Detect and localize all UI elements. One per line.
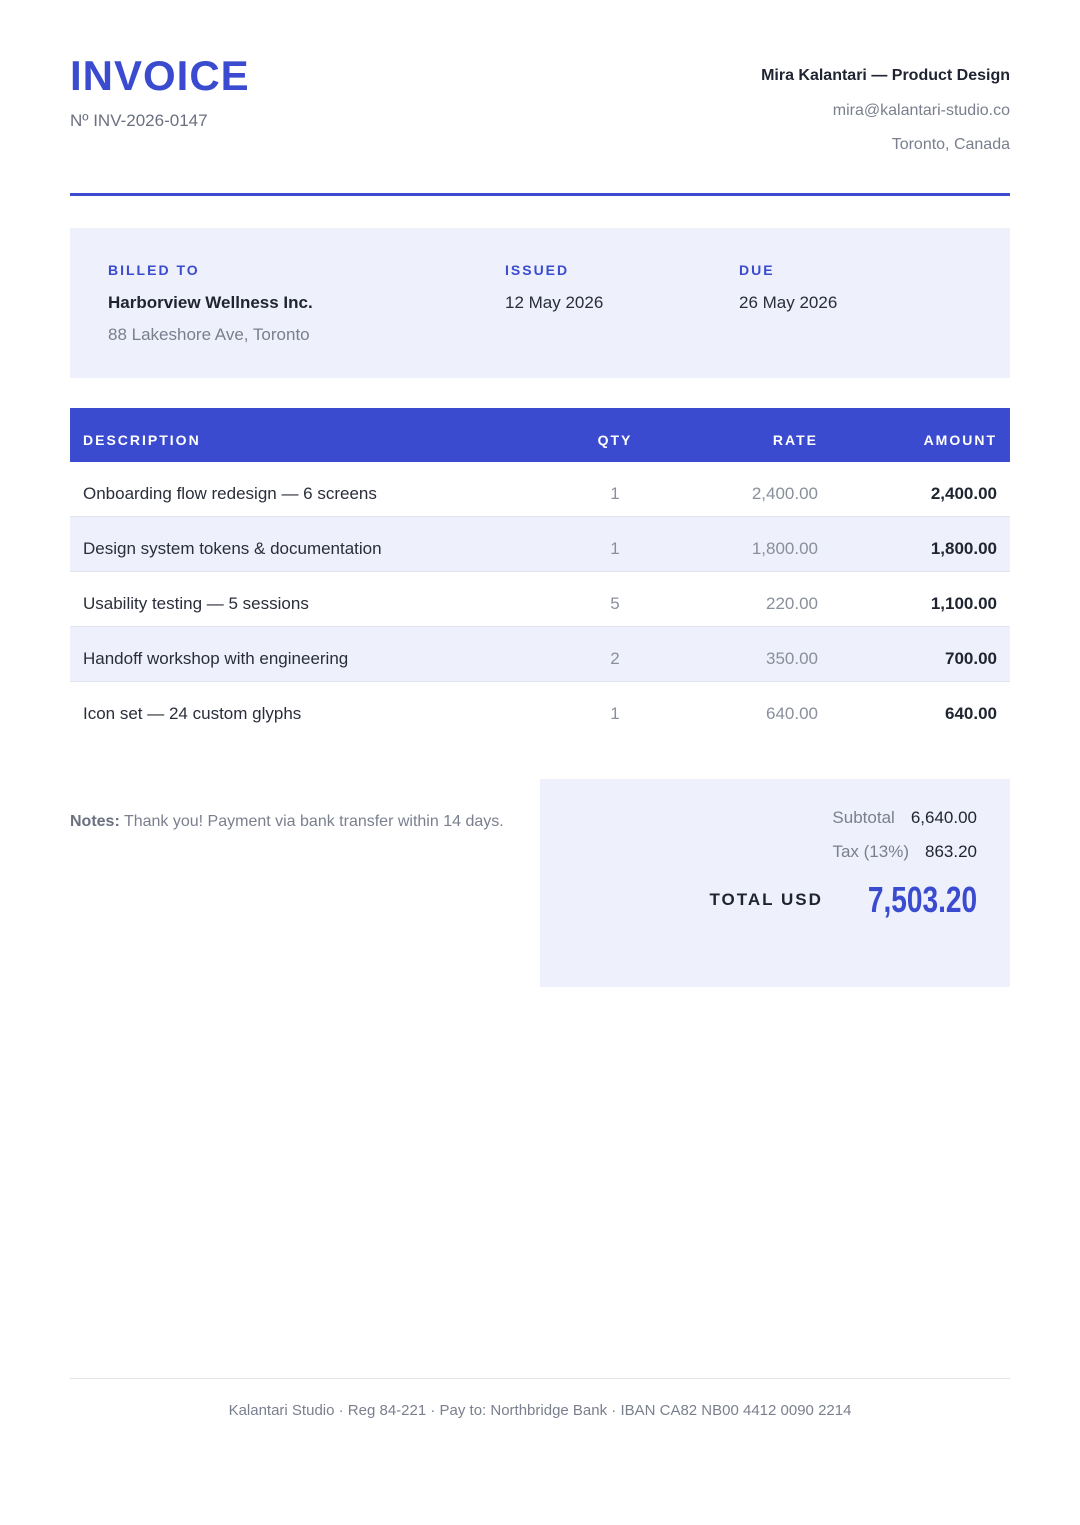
footer-divider [70,1378,1010,1379]
table-row [70,627,1010,682]
row-amount: 640.00 [945,704,997,723]
row-description: Onboarding flow redesign — 6 screens [83,484,377,503]
notes-text: Thank you! Payment via bank transfer within 14 days. [119,813,504,830]
row-qty: 5 [610,594,620,613]
header-rate: RATE [772,432,818,448]
table-row [70,517,1010,572]
subtotal-line [832,806,977,830]
grand-total-line [709,879,977,921]
sender-email: mira@kalantari-studio.co [832,102,1010,119]
row-rate: 220.00 [766,594,818,613]
row-amount: 2,400.00 [930,484,997,503]
table-row [70,682,1010,736]
issued-column [505,260,603,314]
sender-name: Mira Kalantari — Product Design [761,67,1010,84]
header-amount: AMOUNT [923,432,997,448]
row-amount: 700.00 [945,649,997,668]
row-description: Handoff workshop with engineering [83,649,349,668]
totals-panel [540,779,1010,987]
due-column [739,260,837,314]
notes-label: Notes: [70,813,120,830]
header-qty: QTY [597,432,633,448]
row-qty: 2 [610,649,620,668]
invoice-number: Nº INV-2026-0147 [70,111,208,130]
table-row [70,572,1010,627]
row-description: Usability testing — 5 sessions [83,594,309,613]
row-rate: 2,400.00 [751,484,818,503]
due-label: DUE [739,262,775,278]
row-description: Design system tokens & documentation [83,539,382,558]
header-description: DESCRIPTION [83,432,201,448]
row-qty: 1 [610,539,620,558]
sender-block [761,64,1010,162]
total-label: TOTAL USD [709,890,823,909]
header-divider [70,193,1010,196]
table-header [70,408,1010,462]
subtotal-value: 6,640.00 [910,808,977,827]
row-rate: 640.00 [766,704,818,723]
issued-label: ISSUED [505,262,570,278]
issued-date: 12 May 2026 [505,293,604,312]
billed-to-label: BILLED TO [108,262,200,278]
invoice-page [70,0,1010,1525]
row-amount: 1,800.00 [930,539,997,558]
client-address: 88 Lakeshore Ave, Toronto [108,325,310,344]
invoice-title: INVOICE [70,52,250,99]
row-amount: 1,100.00 [930,594,997,613]
row-description: Icon set — 24 custom glyphs [83,704,302,723]
footer-bank-details: Kalantari Studio · Reg 84-221 · Pay to: Northbridge Bank · IBAN CA82 NB00 4412 0090 2214 [228,1402,852,1419]
tax-value: 863.20 [925,842,977,861]
due-date: 26 May 2026 [739,293,838,312]
payment-notes [70,804,510,840]
billed-to-column [108,260,313,346]
row-qty: 1 [610,704,620,723]
sender-location: Toronto, Canada [891,136,1010,153]
tax-label: Tax (13%) [832,842,909,861]
subtotal-label: Subtotal [832,808,895,827]
billing-panel [70,228,1010,378]
table-row [70,462,1010,517]
line-items-table [70,408,1010,736]
total-value: 7,503.20 [867,879,977,920]
row-qty: 1 [610,484,620,503]
tax-line [832,840,977,864]
row-rate: 350.00 [766,649,818,668]
row-rate: 1,800.00 [751,539,818,558]
client-name: Harborview Wellness Inc. [108,293,313,312]
